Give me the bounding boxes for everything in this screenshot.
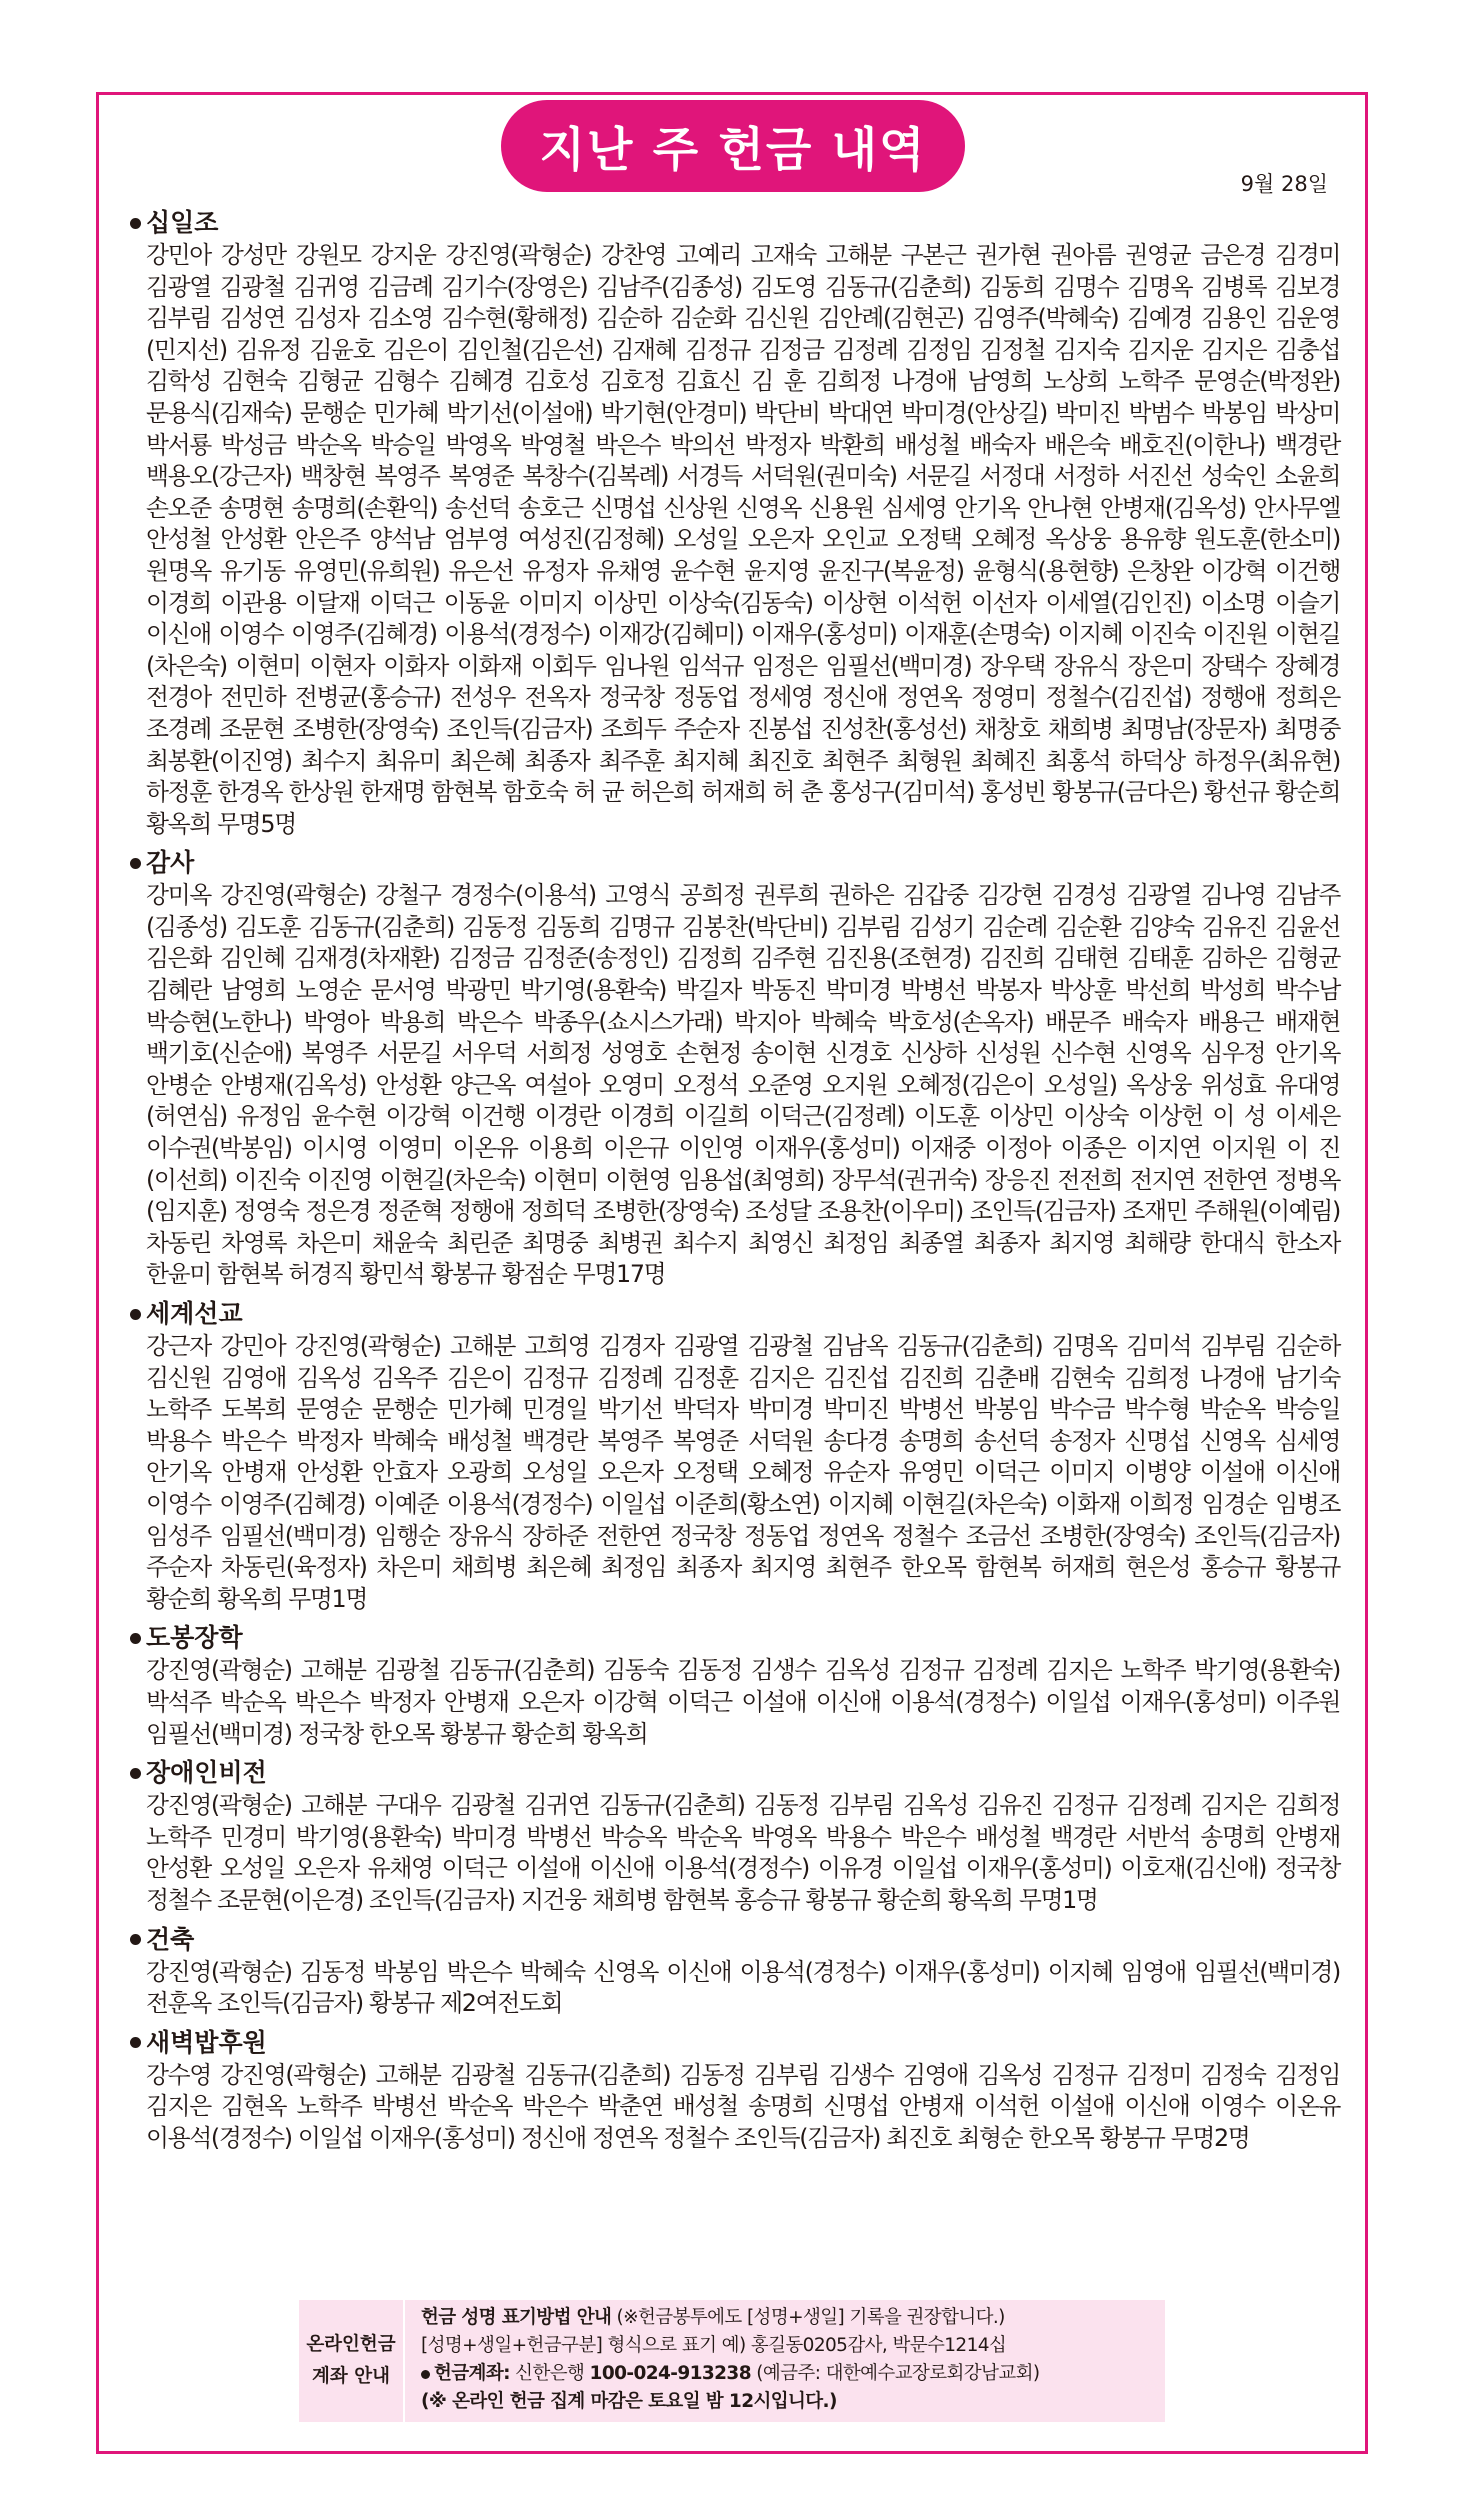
section-heading: 새벽밥후원 [146, 2027, 267, 2057]
online-offering-guide [299, 2300, 1165, 2422]
guide-line-3: 헌금계좌: 신한은행 100-024-913238 (예금주: 대한예수교장로회강남교회) [421, 2360, 1165, 2388]
donor-names: 강진영(곽형순) 김동정 박봉임 박은수 박혜숙 신영옥 이신애 이용석(경정수) 이재우(홍성미) 이지혜 임영애 임필선(백미경) 전훈옥 조인득(김금자) 황봉규 제2여전도회 [146, 1957, 1340, 2018]
guide-line-4: (※ 온라인 헌금 집계 마감은 토요일 밤 12시입니다.) [421, 2391, 837, 2412]
guide-label: 온라인헌금 계좌 안내 [306, 2334, 396, 2387]
date-label: 9월 28일 [1240, 172, 1328, 196]
donor-names: 강민아 강성만 강원모 강지운 강진영(곽형순) 강찬영 고예리 고재숙 고해분 구본근 권가현 권아름 권영균 금은경 김경미 김광열 김광철 김귀영 김금례 김기수(장영은) 김남주(김종성) 김도영 김동규(김춘희) 김동희 김명수 김명옥 김병록 김보경 김부림 김성연 김성자 김소영 김수현(황해정) 김순하 김순화 김신원 김안례(김현곤) 김영주(박혜숙) 김예경 김용인 김운영(민지선) 김유정 김윤호 김은이 김인철(김은선) 김재혜 김정규 김정금 김정례 김정임 김정철 김지숙 김지운 김지은 김충섭 김학성 김현숙 김형균 김형수 김혜경 김호성 김호정 김효신 김 훈 김희정 나경애 남영희 노상희 노학주 문영순(박정완) 문용식(김재숙) 문행순 민가혜 박기선(이설애) 박기현(안경미) 박단비 박대연 박미경(안상길) 박미진 박범수 박봉임 박상미 박서룡 박성금 박순옥 박승일 박영옥 박영철 박은수 박의선 박정자 박환희 배성철 배숙자 배은숙 배호진(이한나) 백경란 백용오(강근자) 백창현 복영주 복영준 복창수(김복례) 서경득 서덕원(권미숙) 서문길 서정대 서정하 서진선 성숙인 소윤희 손오준 송명현 송명희(손환익) 송선덕 송호근 신명섭 신상원 신영옥 신용원 심세영 안기옥 안나현 안병재(김옥성) 안사무엘 안성철 안성환 안은주 양석남 엄부영 여성진(김정혜) 오성일 오은자 오인교 오정택 오혜정 옥상웅 용유향 원도훈(한소미) 원명옥 유기동 유영민(유희원) 유은선 유정자 유채영 윤수현 윤지영 윤진구(복윤정) 윤형식(용현향) 은창완 이강혁 이건행 이경희 이관용 이달재 이덕근 이동윤 이미지 이상민 이상숙(김동숙) 이상현 이석헌 이선자 이세열(김인진) 이소명 이슬기 이신애 이영수 이영주(김혜경) 이용석(경정수) 이재강(김혜미) 이재우(홍성미) 이재훈(손명숙) 이지혜 이진숙 이진원 이현길(차은숙) 이현미 이현자 이화자 이화재 이회두 임나원 임석규 임정은 임필선(백미경) 장우택 장유식 장은미 장택수 장혜경 전경아 전민하 전병균(홍승규) 전성우 전옥자 정국창 정동업 정세영 정신애 정연옥 정영미 정철수(김진섭) 정행애 정희은 조경례 조문현 조병한(장영숙) 조인득(김금자) 조희두 주순자 진봉섭 진성찬(홍성선) 채창호 채희병 최명남(장문자) 최명중 최봉환(이진영) 최수지 최유미 최은혜 최종자 최주훈 최지혜 최진호 최현주 최형원 최혜진 최홍석 하덕상 하정우(최유현) 하정훈 한경옥 한상원 한재명 함현복 함호숙 허 균 허은희 허재희 허 춘 홍성구(김미석) 홍성빈 황봉규(금다은) 황선규 황순희 황옥희 무명5명 [146, 241, 1340, 838]
bullet-icon [130, 2037, 141, 2048]
guide-body [405, 2300, 1165, 2422]
guide-line-2: [성명+생일+헌금구분] 형식으로 표기 예) 홍길동0205감사, 박문수1214십 [421, 2335, 1007, 2356]
bullet-icon [421, 2370, 430, 2379]
donor-names: 강근자 강민아 강진영(곽형순) 고해분 고희영 김경자 김광열 김광철 김남옥 김동규(김춘희) 김명옥 김미석 김부림 김순하 김신원 김영애 김옥성 김옥주 김은이 김정규 김정례 김정훈 김지은 김진섭 김진희 김춘배 김현숙 김희정 나경애 남기숙 노학주 도복희 문영순 문행순 민가혜 민경일 박기선 박덕자 박미경 박미진 박병선 박봉임 박수금 박수형 박순옥 박승일 박용수 박은수 박정자 박혜숙 배성철 백경란 복영주 복영준 서덕원 송다경 송명희 송선덕 송정자 신명섭 신영옥 심세영 안기옥 안병재 안성환 안효자 오광희 오성일 오은자 오정택 오혜정 유순자 유영민 이덕근 이미지 이병양 이설애 이신애 이영수 이영주(김혜경) 이예준 이용석(경정수) 이일섭 이준희(황소연) 이지혜 이현길(차은숙) 이화재 이희정 임경순 임병조 임성주 임필선(백미경) 임행순 장유식 장하준 전한연 정국창 정동업 정연옥 정철수 조금선 조병한(장영숙) 조인득(김금자) 주순자 차동린(육정자) 차은미 채희병 최은혜 최정임 최종자 최지영 최현주 한오목 함현복 허재희 현은성 홍승규 황봉규 황순희 황옥희 무명1명 [146, 1332, 1340, 1613]
donor-names: 강미옥 강진영(곽형순) 강철구 경정수(이용석) 고영식 공희정 권루희 권하은 김갑중 김강현 김경성 김광열 김나영 김남주(김종성) 김도훈 김동규(김춘희) 김동정 김동희 김명규 김봉찬(박단비) 김부림 김성기 김순례 김순환 김양숙 김유진 김윤선 김은화 김인혜 김재경(차재환) 김정금 김정준(송정인) 김정희 김주현 김진용(조현경) 김진희 김태현 김태훈 김하은 김형균 김혜란 남영희 노영순 문서영 박광민 박기영(용환숙) 박길자 박동진 박미경 박병선 박봉자 박상훈 박선희 박성희 박수남 박승현(노한나) 박영아 박용희 박은수 박종우(쇼시스가래) 박지아 박혜숙 박호성(손옥자) 배문주 배숙자 배용근 배재현 백기호(신순애) 복영주 서문길 서우덕 서희정 성영호 손현정 송이현 신경호 신상하 신성원 신수현 신영옥 심우정 안기옥 안병순 안병재(김옥성) 안성환 양근옥 여설아 오영미 오정석 오준영 오지원 오혜정(김은이 오성일) 옥상웅 위성효 유대영(허연심) 유정임 윤수현 이강혁 이건행 이경란 이경희 이길희 이덕근(김정례) 이도훈 이상민 이상숙 이상헌 이 성 이세은 이수권(박봉임) 이시영 이영미 이온유 이용희 이은규 이인영 이재우(홍성미) 이재중 이정아 이종은 이지연 이지원 이 진(이선희) 이진숙 이진영 이현길(차은숙) 이현미 이현영 임용섭(최영희) 장무석(권귀숙) 장응진 전전희 전지연 전한연 정병옥(임지훈) 정영숙 정은경 정준혁 정행애 정희덕 조병한(장영숙) 조성달 조용찬(이우미) 조인득(김금자) 조재민 주해원(이예림) 차동린 차영록 차은미 채윤숙 최린준 최명중 최병권 최수지 최영신 최정임 최종열 최종자 최지영 최해량 한대식 한소자 한윤미 함현복 허경직 황민석 황봉규 황점순 무명17명 [146, 881, 1340, 1289]
page-title: 지난 주 헌금 내역 [501, 100, 965, 192]
section-heading: 세계선교 [146, 1299, 243, 1328]
section-dobong-scholarship [130, 1621, 1340, 1750]
bullet-icon [130, 1768, 141, 1779]
account-number: 100-024-913238 [589, 2363, 751, 2384]
section-tithe [130, 206, 1340, 840]
bullet-icon [130, 1934, 141, 1945]
section-world-mission [130, 1297, 1340, 1615]
section-building [130, 1923, 1340, 2020]
section-thanks [130, 846, 1340, 1291]
donor-names: 강수영 강진영(곽형순) 고해분 김광철 김동규(김춘희) 김동정 김부림 김생수 김영애 김옥성 김정규 김정미 김정숙 김정임 김지은 김현옥 노학주 박병선 박순옥 박은수 박춘연 배성철 송명희 신명섭 안병재 이석헌 이설애 이신애 이영수 이온유 이용석(경정수) 이일섭 이재우(홍성미) 정신애 정연옥 정철수 조인득(김금자) 최진호 최형순 한오목 황봉규 무명2명 [146, 2060, 1340, 2152]
section-heading: 장애인비전 [146, 1758, 267, 1788]
guide-line-1: 헌금 성명 표기방법 안내 (※헌금봉투에도 [성명+생일] 기록을 권장합니다.) [421, 2307, 1005, 2328]
bullet-icon [130, 1633, 141, 1644]
section-disability-vision [130, 1756, 1340, 1916]
donor-names: 강진영(곽형순) 고해분 김광철 김동규(김춘희) 김동숙 김동정 김생수 김옥성 김정규 김정례 김지은 노학주 박기영(용환숙) 박석주 박순옥 박은수 박정자 안병재 오은자 이강혁 이덕근 이설애 이신애 이용석(경정수) 이일섭 이재우(홍성미) 이주원 임필선(백미경) 정국창 한오목 황봉규 황순희 황옥희 [146, 1656, 1340, 1748]
bullet-icon [130, 218, 141, 229]
section-heading: 십일조 [146, 208, 219, 237]
section-heading: 도봉장학 [146, 1623, 243, 1653]
section-heading: 감사 [146, 848, 195, 878]
offering-list [130, 206, 1340, 2160]
bullet-icon [130, 1309, 141, 1320]
bullet-icon [130, 858, 141, 869]
donor-names: 강진영(곽형순) 고해분 구대우 김광철 김귀연 김동규(김춘희) 김동정 김부림 김옥성 김유진 김정규 김정례 김지은 김희정 노학주 민경미 박기영(용환숙) 박미경 박병선 박승옥 박순옥 박영옥 박용수 박은수 배성철 백경란 서반석 송명희 안병재 안성환 오성일 오은자 유채영 이덕근 이설애 이신애 이용석(경정수) 이유경 이일섭 이재우(홍성미) 이호재(김신애) 정국창 정철수 조문현(이은경) 조인득(김금자) 지건웅 채희병 함현복 홍승규 황봉규 황순희 황옥희 무명1명 [146, 1791, 1340, 1914]
section-dawn-meal [130, 2026, 1340, 2155]
section-heading: 건축 [146, 1924, 195, 1954]
